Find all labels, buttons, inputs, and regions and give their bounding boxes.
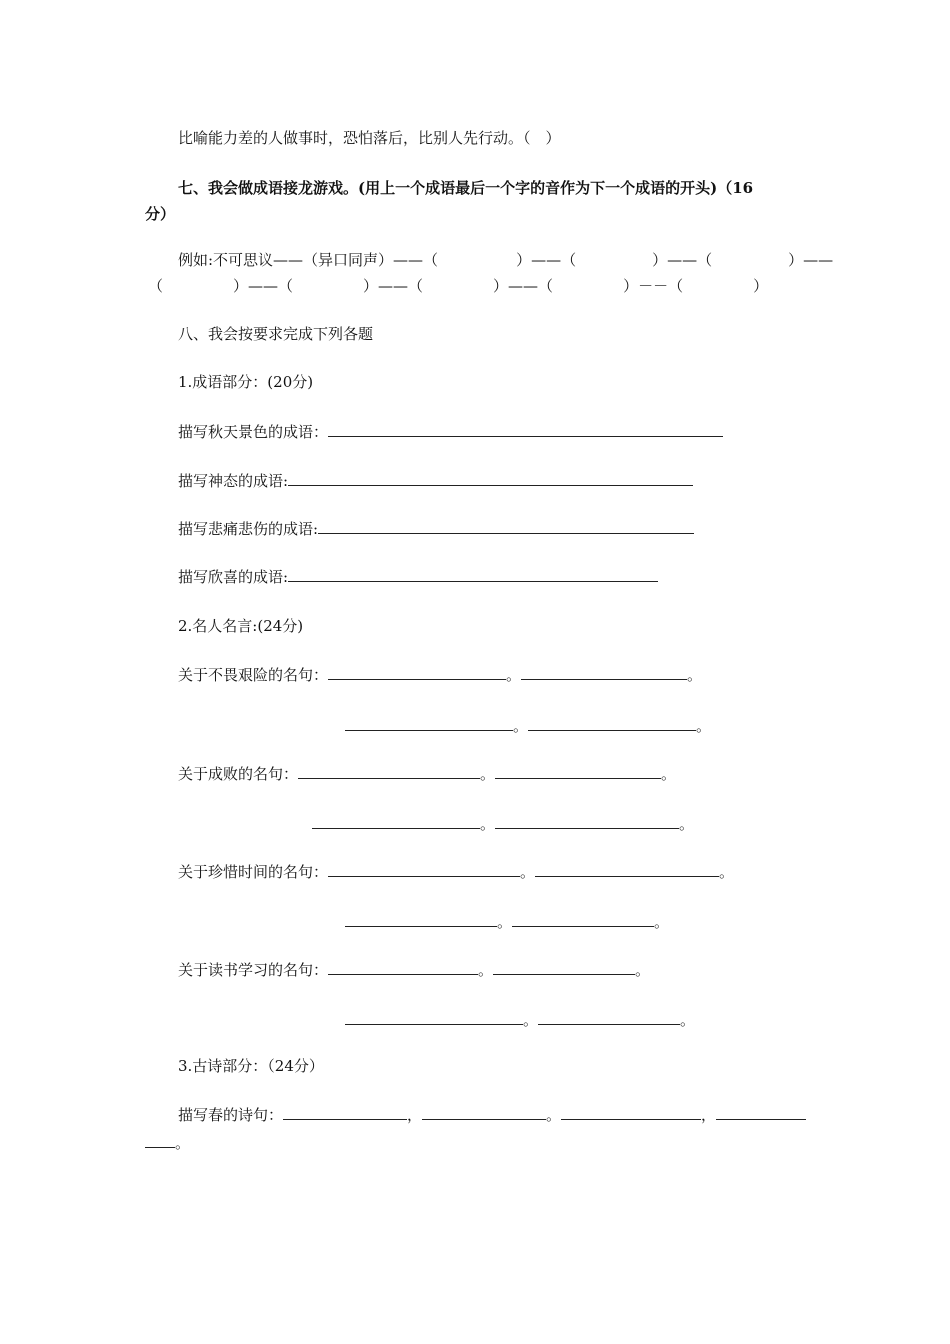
answer-line[interactable] (345, 1010, 523, 1025)
question-label: 关于不畏艰险的名句： (178, 666, 329, 684)
answer-line[interactable] (345, 912, 497, 927)
period: 。 (680, 1011, 696, 1029)
chain-end: ）—— (788, 251, 834, 269)
chain-separator: ）——（ (363, 277, 424, 295)
idiom-chain-row-2 (148, 276, 768, 296)
comma: ， (701, 1106, 717, 1124)
answer-line[interactable] (318, 519, 694, 534)
answer-line[interactable] (328, 960, 478, 975)
period: 。 (497, 913, 513, 931)
quote-question (178, 862, 734, 882)
period: 。 (661, 765, 677, 783)
period: 。 (687, 666, 703, 684)
chain-close: ） (753, 277, 769, 295)
question-label: 描写悲痛悲伤的成语: (178, 520, 319, 538)
period: 。 (719, 863, 735, 881)
answer-line[interactable] (288, 471, 693, 486)
answer-line[interactable] (288, 567, 658, 582)
period: 。 (679, 815, 695, 833)
period: 。 (513, 717, 529, 735)
question-label: 关于读书学习的名句： (178, 961, 329, 979)
idiom-question (178, 567, 658, 587)
quote-continuation (345, 716, 711, 736)
quote-continuation (345, 912, 669, 932)
question-label: 描写秋天景色的成语： (178, 423, 329, 441)
answer-line[interactable] (512, 912, 654, 927)
question-label: 描写欣喜的成语: (178, 568, 289, 586)
period: 。 (506, 666, 522, 684)
period: 。 (480, 815, 496, 833)
period: 。 (696, 717, 712, 735)
quote-continuation (345, 1010, 695, 1030)
chain-separator: ）－－（ (623, 277, 684, 295)
section-7-title-cont: 分） (145, 205, 176, 223)
question-label: 描写神态的成语: (178, 472, 289, 490)
part-2-title: 2.名人名言:(24分) (178, 617, 304, 635)
answer-line[interactable] (312, 814, 480, 829)
answer-line[interactable] (328, 862, 520, 877)
question-label: 关于成败的名句： (178, 765, 299, 783)
idiom-chain-row-1 (178, 250, 833, 270)
quote-continuation (312, 814, 694, 834)
answer-line[interactable] (716, 1105, 806, 1120)
quote-question (178, 665, 702, 685)
poem-continuation (145, 1133, 190, 1153)
answer-line[interactable] (283, 1105, 407, 1120)
idiom-question (178, 519, 694, 539)
chain-separator: ）——（ (652, 251, 713, 269)
chain-separator: ）——（ (233, 277, 294, 295)
idiom-question (178, 422, 723, 442)
question-label: 描写春的诗句： (178, 1106, 284, 1124)
example-prefix: 例如:不可思议——（异口同声）——（ (178, 251, 439, 269)
chain-separator: ）——（ (516, 251, 577, 269)
section-8-title: 八、我会按要求完成下列各题 (178, 325, 374, 343)
answer-line[interactable] (495, 814, 679, 829)
answer-line[interactable] (521, 665, 687, 680)
period: 。 (635, 961, 651, 979)
period: 。 (546, 1106, 562, 1124)
part-1-title: 1.成语部分：(20分) (178, 373, 314, 391)
period: 。 (520, 863, 536, 881)
section-7-title: 七、我会做成语接龙游戏。(用上一个成语最后一个字的音作为下一个成语的开头)（16 (178, 179, 754, 197)
answer-line[interactable] (145, 1133, 175, 1148)
period: 。 (478, 961, 494, 979)
answer-line[interactable] (528, 716, 696, 731)
question-line: 比喻能力差的人做事时，恐怕落后，比别人先行动。（ ） (178, 129, 561, 147)
period: 。 (654, 913, 670, 931)
chain-separator: ）——（ (493, 277, 554, 295)
period: 。 (523, 1011, 539, 1029)
answer-line[interactable] (328, 422, 723, 437)
quote-question (178, 764, 676, 784)
period: 。 (175, 1134, 191, 1152)
poem-question (178, 1105, 806, 1125)
answer-line[interactable] (298, 764, 480, 779)
answer-line[interactable] (538, 1010, 680, 1025)
part-3-title: 3.古诗部分：（24分） (178, 1057, 324, 1075)
answer-line[interactable] (422, 1105, 546, 1120)
period: 。 (480, 765, 496, 783)
answer-line[interactable] (328, 665, 506, 680)
idiom-question (178, 471, 693, 491)
chain-open: （ (148, 277, 164, 295)
answer-line[interactable] (561, 1105, 701, 1120)
question-label: 关于珍惜时间的名句： (178, 863, 329, 881)
quote-question (178, 960, 650, 980)
answer-line[interactable] (495, 764, 661, 779)
comma: ， (407, 1106, 423, 1124)
answer-line[interactable] (535, 862, 719, 877)
answer-line[interactable] (493, 960, 635, 975)
answer-line[interactable] (345, 716, 513, 731)
